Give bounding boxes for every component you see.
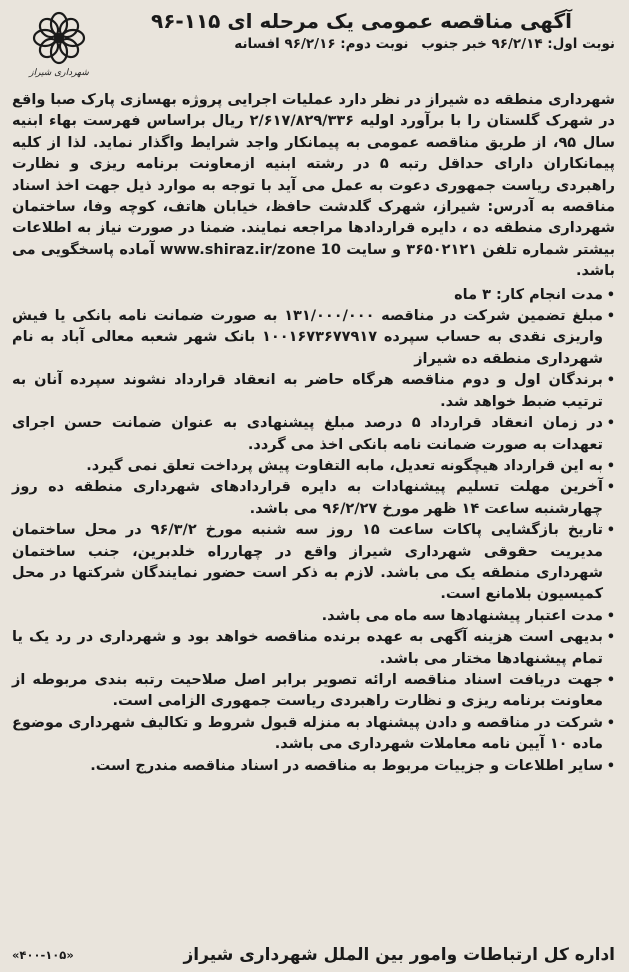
list-item: • مبلغ تضمین شرکت در مناقصه ۱۳۱/۰۰۰/۰۰۰ به صورت ضمانت نامه بانکی یا فیش واریزی نقدی به حساب سپرده ۱۰۰۱۶۷۳۶۷۷۹۱۷ بانک شهر شعبه معالی آباد به نام شهرداری منطقه ده شیراز xyxy=(12,306,615,370)
list-item: • مدت انجام کار: ۳ ماه xyxy=(12,285,615,306)
notice-header xyxy=(12,6,615,88)
shiraz-municipality-logo xyxy=(16,10,102,86)
list-item: • بدیهی است هزینه آگهی به عهده برنده مناقصه خواهد بود و شهرداری در رد یک یا تمام پیشنهادها مختار می باشد. xyxy=(12,627,615,670)
list-item: • سایر اطلاعات و جزییات مربوط به مناقصه در اسناد مناقصه مندرج است. xyxy=(12,756,615,777)
intro-paragraph: شهرداری منطقه ده شیراز در نظر دارد عملیات اجرایی پروژه بهسازی پارک صبا واقع در شهرک گلستان را با برآورد اولیه ۲/۶۱۷/۸۲۹/۳۳۶ ریال براساس فهرست بهاء ابنیه سال ۹۵، از طریق مناقصه عمومی به پیمانکار واجد شرایط واگذار نماید. لذا از کلیه پیمانکاران دارای حداقل رتبه ۵ در رشته ابنیه ازمعاونت برنامه ریزی و نظارت راهبردی ریاست جمهوری دعوت به عمل می آید با توجه به موارد ذیل جهت اخذ اسناد مناقصه به آدرس: شیراز، شهرک گلدشت حافظ، خیابان هاتف، کوچه وفا، ساختمان شهرداری منطقه ده ، دایره قراردادها مراجعه نمایند. ضمنا در صورت نیاز به اطلاعات بیشتر شماره تلفن ۳۶۵۰۲۱۲۱ و سایت www.shiraz.ir/zone 10 آماده پاسخگویی می باشد. xyxy=(12,92,616,280)
list-item: • به این قرارداد هیچگونه تعدیل، مابه التفاوت پیش پرداخت تعلق نمی گیرد. xyxy=(12,456,615,477)
list-item: • تاریخ بازگشایی پاکات ساعت ۱۵ روز سه شنبه مورخ ۹۶/۳/۲ در محل ساختمان مدیریت حقوقی شهرداری شیراز واقع در چهارراه خلدبرین، جنب ساختمان شهرداری منطقه یک می باشد. لازم به ذکر است حضور نمایندگان شرکتها در محل کمیسیون بلامانع است. xyxy=(12,520,615,606)
list-item: • شرکت در مناقصه و دادن پیشنهاد به منزله قبول شروط و تکالیف شهرداری موضوع ماده ۱۰ آیین نامه معاملات شهرداری می باشد. xyxy=(12,713,615,756)
turn-two: نوبت دوم: ۹۶/۲/۱۶ افسانه xyxy=(234,36,409,52)
logo-caption: شهرداری شیراز xyxy=(29,68,89,78)
list-item: • جهت دریافت اسناد مناقصه ارائه تصویر برابر اصل صلاحیت رتبه بندی مربوطه از معاونت برنامه ریزی و نظارت راهبردی ریاست جمهوری الزامی است. xyxy=(12,670,615,713)
list-item: • آخرین مهلت تسلیم پیشنهادات به دایره قراردادهای شهرداری منطقه ده روز چهارشنبه ساعت ۱۴ ظهر مورخ ۹۶/۲/۲۷ می باشد. xyxy=(12,477,615,520)
flower-emblem-icon xyxy=(27,10,91,66)
notice-footer xyxy=(12,942,615,968)
issuer-signature: اداره کل ارتباطات وامور بین الملل شهرداری شیراز xyxy=(183,945,615,965)
turn-one: نوبت اول: ۹۶/۲/۱۴ خبر جنوب xyxy=(421,36,615,52)
notice-intro xyxy=(12,90,615,283)
conditions-list xyxy=(12,285,615,777)
list-item: • مدت اعتبار پیشنهادها سه ماه می باشد. xyxy=(12,606,615,627)
list-item: • در زمان انعقاد قرارداد ۵ درصد مبلغ پیشنهادی به عنوان ضمانت حسن اجرای تعهدات به صورت ضمانت نامه بانکی اخذ می گردد. xyxy=(12,413,615,456)
notice-title: آگهی مناقصه عمومی یک مرحله ای ۱۱۵-۹۶ xyxy=(151,9,572,33)
publication-turns xyxy=(12,34,615,54)
ad-code: «۴۰۰-۱۰۵» xyxy=(12,948,74,962)
list-item: • برندگان اول و دوم مناقصه هرگاه حاضر به انعقاد قرارداد نشوند سپرده آنان به ترتیب ضبط خواهد شد. xyxy=(12,370,615,413)
